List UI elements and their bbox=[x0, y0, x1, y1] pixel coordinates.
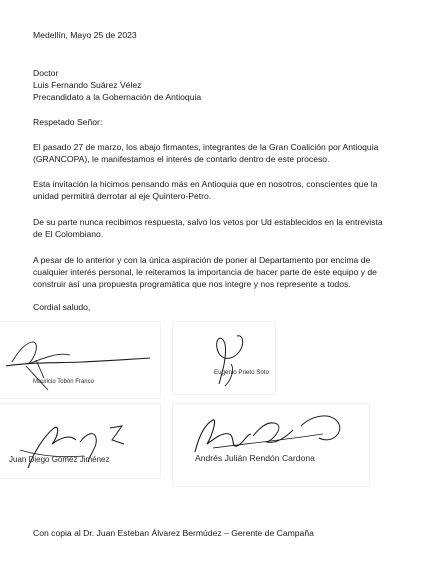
place-date: Medellín, Mayo 25 de 2023 bbox=[33, 30, 137, 40]
paragraph-line: De su parte nunca recibimos respuesta, salvo los vetos por Ud establecidos en la entrevista bbox=[33, 217, 383, 227]
paragraph-line: cualquier interés personal, le reiteramos la importancia de hacer parte de este equipo y de bbox=[33, 267, 377, 277]
signature-scribble-2 bbox=[173, 322, 275, 394]
paragraph-3 bbox=[33, 216, 407, 240]
paragraph-line: (GRANCOPA), le manifestamos el interés de contarlo dentro de este proceso. bbox=[33, 154, 330, 164]
paragraph-line: unidad permitirá derrotar al eje Quintero-Petro. bbox=[33, 191, 212, 201]
recipient-role: Precandidato a la Gobernación de Antioquia bbox=[33, 92, 202, 102]
signature-name-3: Juan Diego Gómez Jiménez bbox=[9, 455, 110, 464]
recipient-name: Luis Fernando Suárez Vélez bbox=[33, 80, 142, 90]
carbon-copy: Con copia al Dr. Juan Esteban Álvarez Bermúdez – Gerente de Campaña bbox=[33, 528, 314, 538]
paragraph-line: A pesar de lo anterior y con la única aspiración de poner al Departamento por encima de bbox=[33, 255, 371, 265]
signature-scribble-4 bbox=[173, 404, 369, 486]
signature-block-3 bbox=[0, 404, 160, 478]
closing: Cordial saludo, bbox=[33, 302, 91, 312]
paragraph-2 bbox=[33, 178, 407, 202]
paragraph-line: El pasado 27 de marzo, los abajo firmantes, integrantes de la Gran Coalición por Antioquia bbox=[33, 142, 379, 152]
signature-name-2: Eugenio Prieto Soto bbox=[214, 369, 270, 376]
paragraph-line: de El Colombiano. bbox=[33, 229, 104, 239]
signature-name-4: Andrés Julián Rendón Cardona bbox=[195, 453, 315, 463]
signature-block-4 bbox=[173, 404, 369, 486]
signature-scribble-3 bbox=[0, 404, 160, 478]
paragraph-line: Esta invitación la hicimos pensando más en Antioquia que en nosotros, conscientes que la bbox=[33, 179, 378, 189]
paragraph-line: construir así una propuesta programática que nos integre y nos represente a todos. bbox=[33, 279, 351, 289]
signature-block-1 bbox=[0, 322, 160, 398]
salutation: Respetado Señor: bbox=[33, 117, 103, 127]
paragraph-4 bbox=[33, 254, 407, 290]
signature-name-1: Mauricio Tobón Franco bbox=[33, 379, 94, 385]
signature-scribble-1 bbox=[0, 322, 160, 398]
signature-block-2 bbox=[173, 322, 275, 394]
recipient-title: Doctor bbox=[33, 68, 59, 78]
paragraph-1 bbox=[33, 141, 407, 165]
